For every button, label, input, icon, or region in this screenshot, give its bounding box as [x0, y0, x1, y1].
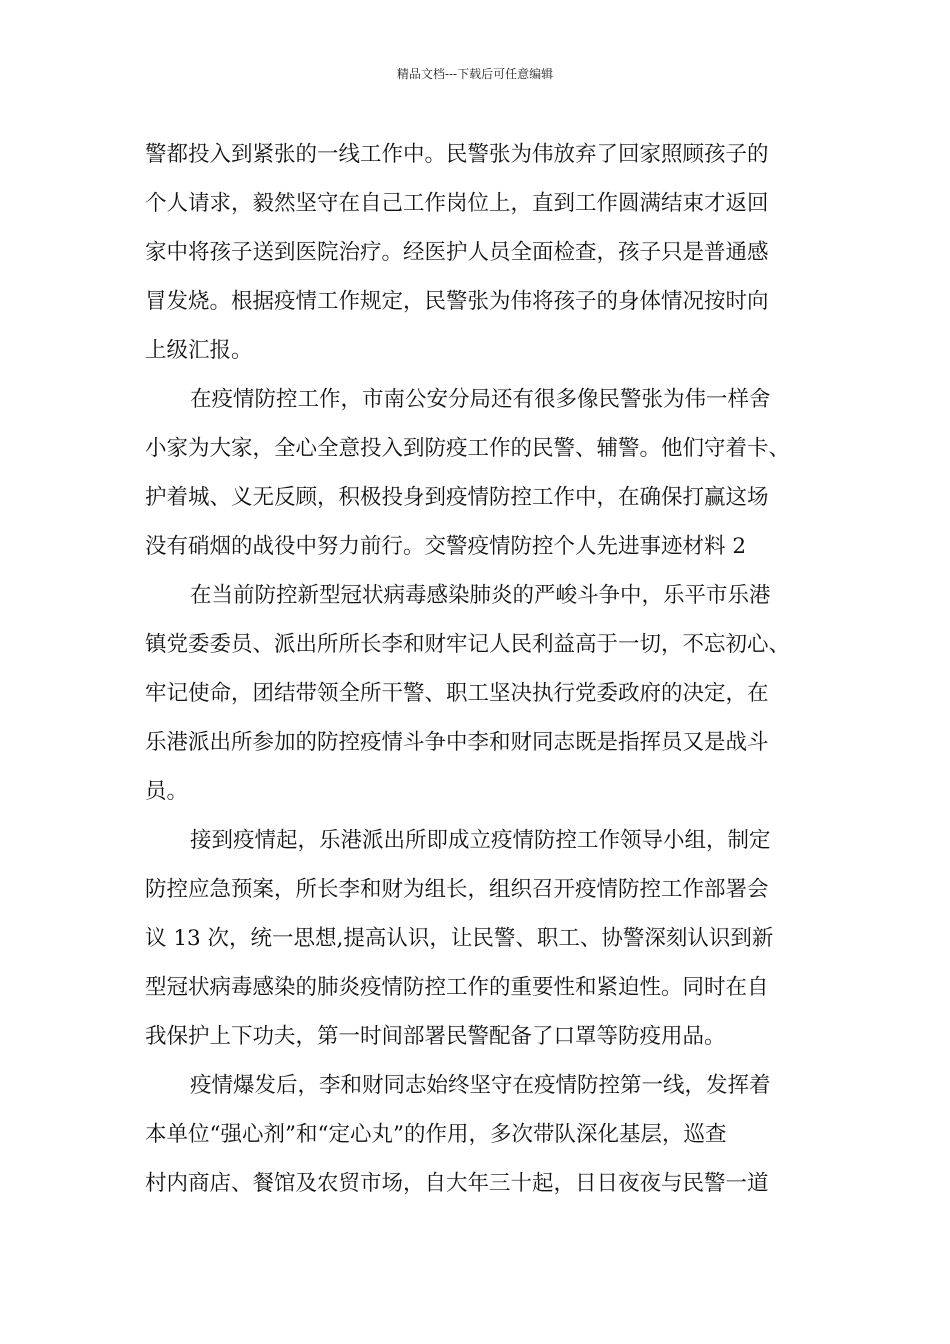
text-line: 我保护上下功夫，第一时间部署民警配备了口罩等防疫用品。 [145, 1024, 726, 1049]
text-line: 小家为大家，全心全意投入到防疫工作的民警、辅警。他们守着卡、 [145, 436, 791, 461]
text-line: 乐港派出所参加的防控疫情斗争中李和财同志既是指挥员又是战斗 [145, 730, 769, 755]
text-line: 本单位“强心剂”和“定心丸”的作用，多次带队深化基层，巡查 [145, 1122, 727, 1147]
paragraph-5 [145, 1061, 825, 1208]
text-line: 冒发烧。根据疫情工作规定，民警张为伟将孩子的身体情况按时向 [145, 289, 769, 314]
text-line: 疫情爆发后，李和财同志始终坚守在疫情防控第一线，发挥着 [190, 1073, 771, 1098]
text-line: 个人请求，毅然坚守在自己工作岗位上，直到工作圆满结束才返回 [145, 191, 769, 216]
text-line: 护着城、义无反顾，积极投身到疫情防控工作中，在确保打赢这场 [145, 485, 769, 510]
text-line: 牢记使命，团结带领全所干警、职工坚决执行党委政府的决定，在 [145, 681, 769, 706]
text-line: 没有硝烟的战役中努力前行。交警疫情防控个人先进事迹材料 2 [145, 534, 747, 559]
text-line: 警都投入到紧张的一线工作中。民警张为伟放弃了回家照顾孩子的 [145, 142, 769, 167]
paragraph-3 [145, 571, 825, 816]
text-line: 员。 [145, 779, 189, 804]
text-line: 在疫情防控工作，市南公安分局还有很多像民警张为伟一样舍 [190, 387, 771, 412]
text-line: 上级汇报。 [145, 338, 253, 363]
text-line: 防控应急预案，所长李和财为组长，组织召开疫情防控工作部署会 [145, 877, 769, 902]
paragraph-1 [145, 130, 825, 375]
paragraph-4 [145, 816, 825, 1061]
text-line: 议 13 次，统一思想,提高认识，让民警、职工、协警深刻认识到新 [145, 926, 774, 951]
document-body [145, 130, 825, 1208]
text-line: 在当前防控新型冠状病毒感染肺炎的严峻斗争中，乐平市乐港 [190, 583, 771, 608]
text-line: 型冠状病毒感染的肺炎疫情防控工作的重要性和紧迫性。同时在自 [145, 975, 769, 1000]
text-line: 镇党委委员、派出所所长李和财牢记人民利益高于一切，不忘初心、 [145, 632, 791, 657]
text-line: 家中将孩子送到医院治疗。经医护人员全面检查，孩子只是普通感 [145, 240, 769, 265]
text-line: 村内商店、餐馆及农贸市场，自大年三十起，日日夜夜与民警一道 [145, 1171, 769, 1196]
paragraph-2 [145, 375, 825, 571]
page-header: 精品文档---下载后可任意编辑 [396, 67, 554, 81]
text-line: 接到疫情起，乐港派出所即成立疫情防控工作领导小组，制定 [190, 828, 771, 853]
